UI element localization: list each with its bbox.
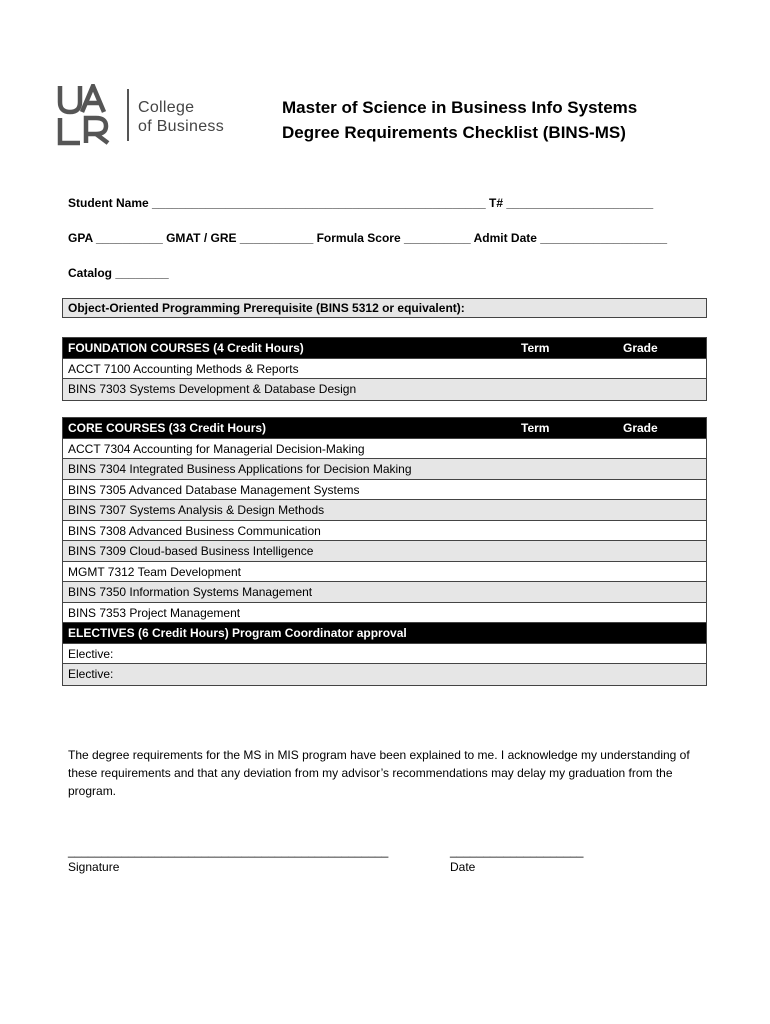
foundation-courses-table (62, 337, 707, 401)
table-row[interactable]: BINS 7350 Information Systems Management (63, 582, 706, 603)
core-header-row (63, 418, 706, 439)
table-row[interactable]: BINS 7307 Systems Analysis & Design Methods (63, 500, 706, 521)
table-row[interactable]: BINS 7308 Advanced Business Communication (63, 521, 706, 542)
table-row[interactable]: BINS 7353 Project Management (63, 603, 706, 624)
table-row[interactable]: BINS 7305 Advanced Database Management Systems (63, 480, 706, 501)
term-column-header: Term (521, 341, 550, 355)
gpa-score-field[interactable]: GPA __________ GMAT / GRE ___________ Formula Score __________ Admit Date ___________________ (68, 231, 668, 245)
core-courses-table (62, 417, 707, 686)
signature-line[interactable]: ________________________________________________ (68, 844, 389, 858)
elective-row[interactable]: Elective: (63, 644, 706, 665)
term-column-header: Term (521, 421, 550, 435)
acknowledgement-statement: The degree requirements for the MS in MIS program have been explained to me. I acknowledge my understanding of these requirements and that any deviation from my advisor’s recommendations may delay my graduation from the program. (68, 748, 690, 798)
title-line-1: Master of Science in Business Info Systems (282, 98, 638, 117)
foundation-header-label: FOUNDATION COURSES (4 Credit Hours) (68, 341, 304, 355)
table-row[interactable]: ACCT 7304 Accounting for Managerial Decision-Making (63, 439, 706, 460)
page-title (282, 95, 637, 145)
table-row[interactable]: ACCT 7100 Accounting Methods & Reports (63, 359, 706, 380)
electives-header-row: ELECTIVES (6 Credit Hours) Program Coordinator approval (63, 623, 706, 644)
prerequisite-box[interactable]: Object-Oriented Programming Prerequisite (BINS 5312 or equivalent): (62, 298, 707, 318)
logo-divider (127, 89, 129, 141)
table-row[interactable]: MGMT 7312 Team Development (63, 562, 706, 583)
grade-column-header: Grade (623, 421, 658, 435)
student-name-field[interactable]: Student Name __________________________________________________ T# ______________________ (68, 196, 654, 210)
table-row[interactable]: BINS 7303 Systems Development & Database Design (63, 379, 706, 400)
title-line-2: Degree Requirements Checklist (BINS-MS) (282, 123, 626, 142)
elective-row[interactable]: Elective: (63, 664, 706, 685)
date-label: Date (450, 860, 476, 874)
grade-column-header: Grade (623, 341, 658, 355)
logo-line-1: College (138, 99, 195, 116)
core-header-label: CORE COURSES (33 Credit Hours) (68, 421, 267, 435)
signature-label: Signature (68, 860, 120, 874)
logo-line-2: of Business (138, 118, 225, 135)
foundation-header-row (63, 338, 706, 359)
catalog-field[interactable]: Catalog ________ (68, 266, 169, 280)
table-row[interactable]: BINS 7309 Cloud-based Business Intelligence (63, 541, 706, 562)
date-line[interactable]: ____________________ (450, 844, 584, 858)
ualr-logo-mark-icon (56, 84, 126, 146)
college-logo (56, 84, 246, 146)
table-row[interactable]: BINS 7304 Integrated Business Applications for Decision Making (63, 459, 706, 480)
logo-wordmark (138, 98, 224, 136)
